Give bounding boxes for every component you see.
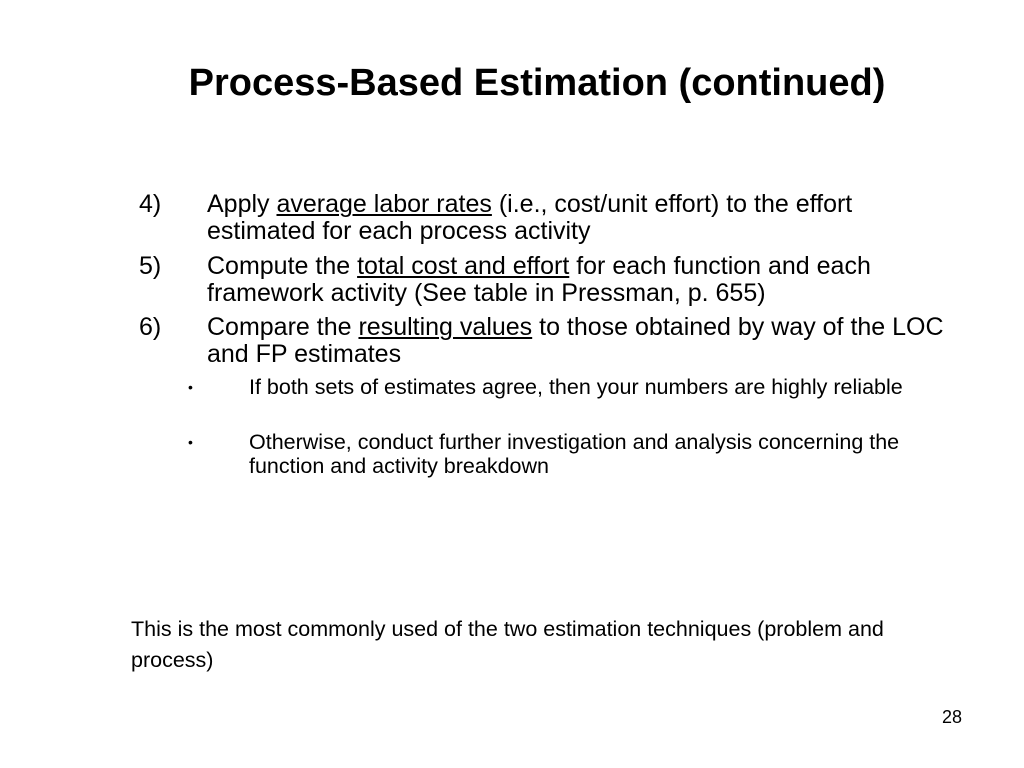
list-item-text — [207, 314, 967, 368]
list-item-text — [207, 191, 967, 245]
underlined-term: resulting values — [358, 313, 533, 341]
underlined-term: average labor rates — [276, 190, 492, 218]
list-item-text-lead: Compute the — [207, 252, 358, 280]
sub-bullet-text: If both sets of estimates agree, then your numbers are highly reliable — [249, 375, 903, 399]
list-item-text-rest: (i.e., cost/unit effort) to the effort estimated for each process activity — [207, 190, 853, 245]
bullet-marker: • — [188, 379, 193, 395]
slide-title: Process-Based Estimation (continued) — [188, 62, 886, 104]
list-item-text-rest: for each function and each framework activity (See table in Pressman, p. 655) — [207, 252, 871, 307]
list-item-number: 4) — [139, 190, 162, 218]
list-item-number: 5) — [139, 252, 162, 280]
sub-bullet-text: Otherwise, conduct further investigation and analysis concerning the function and activity breakdown — [249, 430, 900, 478]
footnote: This is the most commonly used of the two estimation techniques (problem and process) — [131, 617, 884, 672]
list-item-number: 6) — [139, 313, 162, 341]
page-number: 28 — [941, 707, 962, 727]
list-item-text — [207, 253, 967, 307]
list-item-text-lead: Compare the — [207, 313, 359, 341]
list-item-text-lead: Apply — [207, 190, 277, 218]
bullet-marker: • — [188, 434, 193, 450]
list-item-text-rest: to those obtained by way of the LOC and FP estimates — [207, 313, 944, 368]
underlined-term: total cost and effort — [357, 252, 570, 280]
